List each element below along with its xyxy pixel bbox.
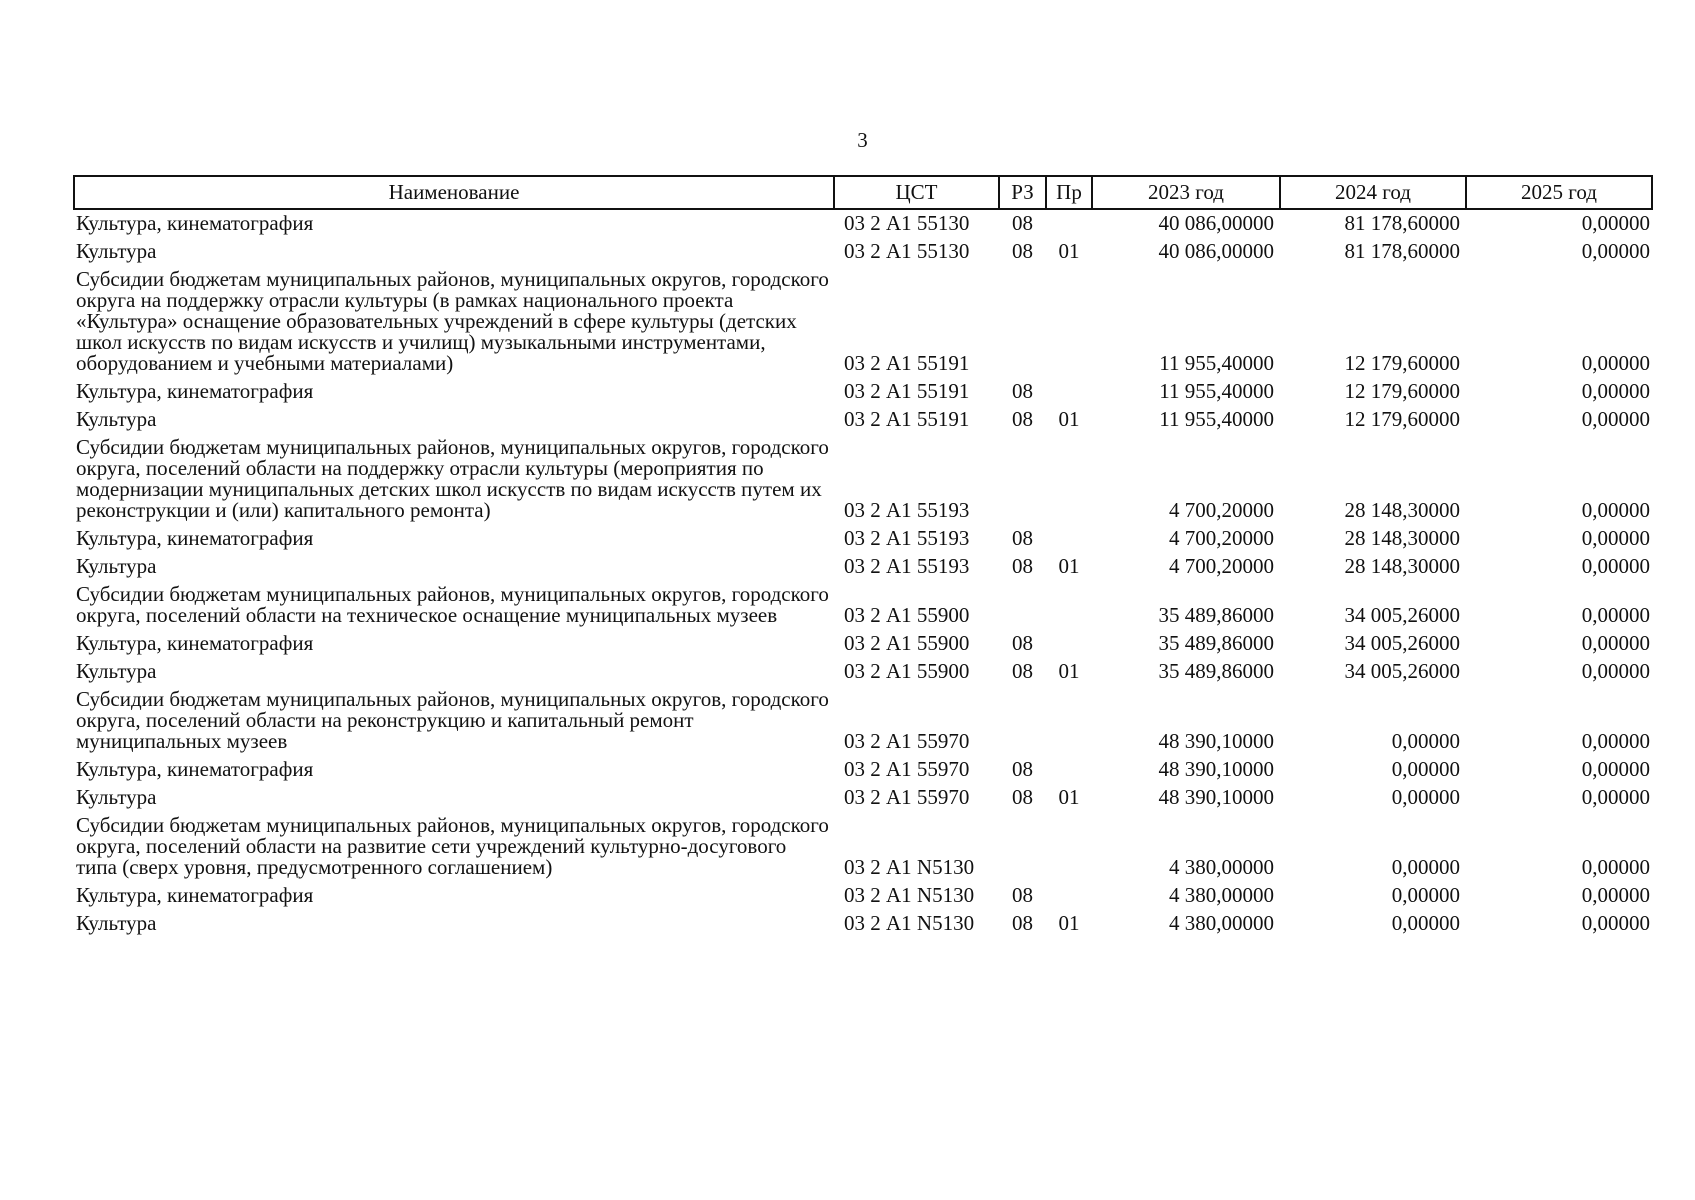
cell-2024: 0,00000 <box>1391 883 1460 907</box>
cell-2023: 4 380,00000 <box>1169 883 1274 907</box>
cell-rz: 08 <box>1012 554 1033 578</box>
cell-name: Культура <box>76 239 157 263</box>
cell-2024: 0,00000 <box>1391 855 1460 879</box>
cell-pr <box>1046 686 1092 756</box>
cell-name: Субсидии бюджетам муниципальных районов, муниципальных округов, городского округа, поселений области на развитие сети учреждений культурно-досугового типа (сверх уровня, предусмотренного соглашением) <box>76 813 829 879</box>
cell-2023: 35 489,86000 <box>1158 631 1274 655</box>
cell-2025: 0,00000 <box>1581 407 1650 431</box>
cell-2023: 48 390,10000 <box>1158 757 1274 781</box>
cell-pr <box>1046 630 1092 658</box>
cell-2024: 0,00000 <box>1391 785 1460 809</box>
cell-rz <box>999 434 1046 525</box>
cell-2024: 34 005,26000 <box>1344 659 1460 683</box>
table-row <box>74 266 1652 378</box>
cell-rz: 08 <box>1012 911 1033 935</box>
table-row <box>74 686 1652 756</box>
page-number: 3 <box>857 128 868 152</box>
cell-2024: 0,00000 <box>1391 757 1460 781</box>
cell-2023: 4 380,00000 <box>1169 911 1274 935</box>
cell-cst: 03 2 А1 55970 <box>844 729 970 753</box>
cell-name: Культура <box>76 659 157 683</box>
cell-2024: 81 178,60000 <box>1344 239 1460 263</box>
cell-2025: 0,00000 <box>1581 379 1650 403</box>
cell-2024: 28 148,30000 <box>1344 554 1460 578</box>
cell-name: Культура, кинематография <box>76 883 314 907</box>
cell-2025: 0,00000 <box>1581 498 1650 522</box>
cell-2024: 28 148,30000 <box>1344 498 1460 522</box>
cell-cst: 03 2 А1 55130 <box>844 211 970 235</box>
cell-name: Культура <box>76 911 157 935</box>
cell-pr: 01 <box>1058 785 1080 809</box>
header-pr: Пр <box>1046 176 1092 209</box>
cell-2025: 0,00000 <box>1581 554 1650 578</box>
cell-cst: 03 2 А1 55900 <box>844 603 970 627</box>
cell-pr <box>1046 266 1092 378</box>
cell-2023: 48 390,10000 <box>1158 729 1274 753</box>
table-row <box>74 378 1652 406</box>
cell-2023: 11 955,40000 <box>1159 351 1274 375</box>
cell-pr: 01 <box>1058 911 1080 935</box>
cell-pr: 01 <box>1058 407 1080 431</box>
table-row <box>74 910 1652 938</box>
cell-2023: 35 489,86000 <box>1158 659 1274 683</box>
cell-2024: 12 179,60000 <box>1344 407 1460 431</box>
cell-2025: 0,00000 <box>1581 729 1650 753</box>
cell-2024: 28 148,30000 <box>1344 526 1460 550</box>
table-row <box>74 882 1652 910</box>
cell-rz <box>999 812 1046 882</box>
table-row <box>74 630 1652 658</box>
table-body <box>74 209 1652 938</box>
cell-name: Культура, кинематография <box>76 379 314 403</box>
header-cst: ЦСТ <box>834 176 999 209</box>
cell-rz <box>999 686 1046 756</box>
header-2025: 2025 год <box>1466 176 1652 209</box>
cell-2025: 0,00000 <box>1581 526 1650 550</box>
cell-cst: 03 2 А1 55191 <box>844 379 970 403</box>
cell-rz: 08 <box>1012 631 1033 655</box>
table-row <box>74 756 1652 784</box>
header-2024: 2024 год <box>1280 176 1466 209</box>
cell-2025: 0,00000 <box>1581 659 1650 683</box>
table-row <box>74 209 1652 238</box>
table-row <box>74 581 1652 630</box>
cell-name: Культура, кинематография <box>76 757 314 781</box>
cell-pr <box>1046 378 1092 406</box>
cell-2023: 48 390,10000 <box>1158 785 1274 809</box>
table-row <box>74 812 1652 882</box>
cell-pr: 01 <box>1058 659 1080 683</box>
cell-2024: 0,00000 <box>1391 911 1460 935</box>
cell-pr <box>1046 581 1092 630</box>
cell-pr <box>1046 882 1092 910</box>
cell-pr <box>1046 812 1092 882</box>
cell-2024: 81 178,60000 <box>1344 211 1460 235</box>
cell-2023: 11 955,40000 <box>1159 407 1274 431</box>
cell-2023: 40 086,00000 <box>1158 239 1274 263</box>
cell-name: Субсидии бюджетам муниципальных районов, муниципальных округов, городского округа на поддержку отрасли культуры (в рамках национального проекта «Культура» оснащение образовательных учреждений в сфере культуры (детских школ искусств по видам искусств и училищ) музыкальными инструментами, оборудованием и учебными материалами) <box>76 267 829 375</box>
cell-2023: 4 380,00000 <box>1169 855 1274 879</box>
cell-2025: 0,00000 <box>1581 603 1650 627</box>
cell-cst: 03 2 А1 55193 <box>844 526 970 550</box>
cell-cst: 03 2 А1 55900 <box>844 631 970 655</box>
cell-2025: 0,00000 <box>1581 883 1650 907</box>
table-row <box>74 525 1652 553</box>
cell-name: Субсидии бюджетам муниципальных районов, муниципальных округов, городского округа, поселений области на реконструкцию и капитальный ремонт муниципальных музеев <box>76 687 829 753</box>
cell-2025: 0,00000 <box>1581 757 1650 781</box>
cell-2025: 0,00000 <box>1581 211 1650 235</box>
header-2023: 2023 год <box>1092 176 1280 209</box>
cell-pr: 01 <box>1058 239 1080 263</box>
cell-rz: 08 <box>1012 407 1033 431</box>
cell-2025: 0,00000 <box>1581 239 1650 263</box>
cell-pr: 01 <box>1058 554 1080 578</box>
table-row <box>74 658 1652 686</box>
cell-cst: 03 2 А1 N5130 <box>844 855 975 879</box>
cell-cst: 03 2 А1 55970 <box>844 757 970 781</box>
cell-pr <box>1046 525 1092 553</box>
cell-2023: 35 489,86000 <box>1158 603 1274 627</box>
cell-2024: 34 005,26000 <box>1344 603 1460 627</box>
cell-rz: 08 <box>1012 785 1033 809</box>
cell-rz <box>999 581 1046 630</box>
cell-name: Субсидии бюджетам муниципальных районов, муниципальных округов, городского округа, поселений области на поддержку отрасли культуры (мероприятия по модернизации муниципальных детских школ искусств по видам искусств путем их реконструкции и (или) капитального ремонта) <box>76 435 829 522</box>
cell-2023: 11 955,40000 <box>1159 379 1274 403</box>
table-row <box>74 406 1652 434</box>
cell-name: Культура <box>76 554 157 578</box>
table-row <box>74 238 1652 266</box>
cell-rz: 08 <box>1012 379 1033 403</box>
cell-2024: 34 005,26000 <box>1344 631 1460 655</box>
cell-cst: 03 2 А1 N5130 <box>844 883 975 907</box>
header-name: Наименование <box>74 176 834 209</box>
cell-cst: 03 2 А1 55130 <box>844 239 970 263</box>
table-row <box>74 784 1652 812</box>
cell-rz: 08 <box>1012 239 1033 263</box>
cell-cst: 03 2 А1 55191 <box>844 407 970 431</box>
cell-name: Культура <box>76 407 157 431</box>
cell-2023: 4 700,20000 <box>1169 526 1274 550</box>
cell-name: Субсидии бюджетам муниципальных районов, муниципальных округов, городского округа, поселений области на техническое оснащение муниципальных музеев <box>76 582 829 627</box>
cell-rz: 08 <box>1012 211 1033 235</box>
cell-2025: 0,00000 <box>1581 631 1650 655</box>
cell-rz: 08 <box>1012 659 1033 683</box>
cell-name: Культура, кинематография <box>76 526 314 550</box>
cell-2025: 0,00000 <box>1581 785 1650 809</box>
cell-2023: 4 700,20000 <box>1169 498 1274 522</box>
cell-name: Культура, кинематография <box>76 631 314 655</box>
cell-name: Культура <box>76 785 157 809</box>
cell-rz: 08 <box>1012 526 1033 550</box>
cell-2025: 0,00000 <box>1581 855 1650 879</box>
cell-cst: 03 2 А1 55193 <box>844 554 970 578</box>
cell-2024: 12 179,60000 <box>1344 379 1460 403</box>
cell-rz: 08 <box>1012 757 1033 781</box>
cell-cst: 03 2 А1 N5130 <box>844 911 975 935</box>
cell-pr <box>1046 434 1092 525</box>
cell-2024: 0,00000 <box>1391 729 1460 753</box>
cell-cst: 03 2 А1 55900 <box>844 659 970 683</box>
cell-2023: 4 700,20000 <box>1169 554 1274 578</box>
cell-2024: 12 179,60000 <box>1344 351 1460 375</box>
cell-cst: 03 2 А1 55191 <box>844 351 970 375</box>
cell-2023: 40 086,00000 <box>1158 211 1274 235</box>
cell-rz <box>999 266 1046 378</box>
cell-name: Культура, кинематография <box>76 211 314 235</box>
table-row <box>74 434 1652 525</box>
header-rz: РЗ <box>999 176 1046 209</box>
cell-2025: 0,00000 <box>1581 911 1650 935</box>
cell-pr <box>1046 209 1092 238</box>
cell-pr <box>1046 756 1092 784</box>
cell-2025: 0,00000 <box>1581 351 1650 375</box>
cell-cst: 03 2 А1 55970 <box>844 785 970 809</box>
cell-rz: 08 <box>1012 883 1033 907</box>
cell-cst: 03 2 А1 55193 <box>844 498 970 522</box>
table-row <box>74 553 1652 581</box>
table-header-row <box>74 176 1652 209</box>
budget-table <box>73 175 1653 938</box>
